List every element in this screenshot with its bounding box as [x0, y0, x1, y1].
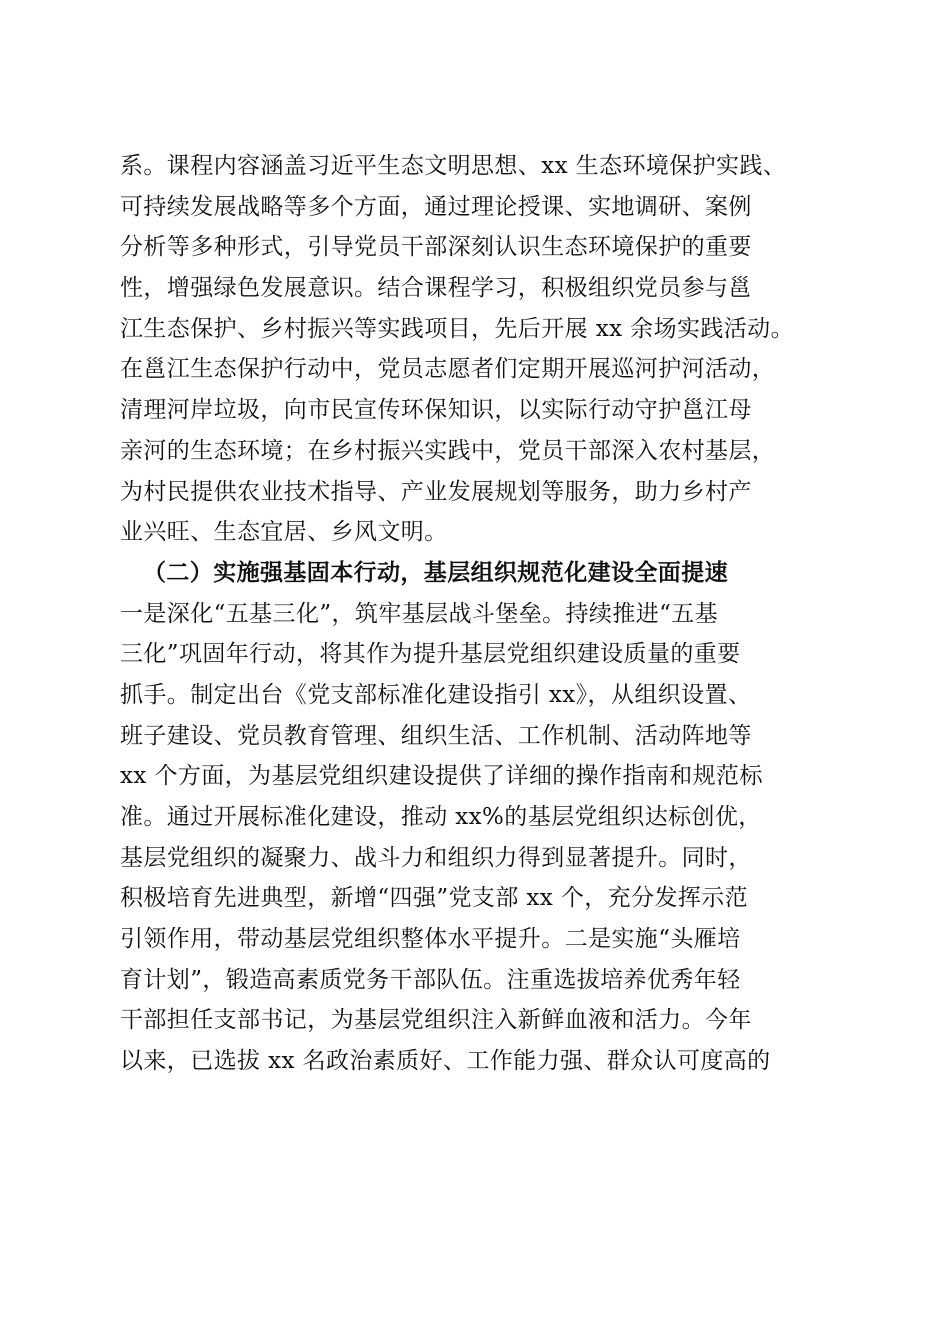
text-line: 以来，已选拔 xx 名政治素质好、工作能力强、群众认可度高的	[120, 1048, 771, 1075]
text-line: 引领作用，带动基层党组织整体水平提升。二是实施“头雁培	[120, 926, 741, 953]
text-line: 为村民提供农业技术指导、产业发展规划等服务，助力乡村产	[120, 478, 752, 505]
text-line: 一是深化“五基三化”，筑牢基层战斗堡垒。持续推进“五基	[120, 600, 719, 627]
section-heading: （二）实施强基固本行动，基层组织规范化建设全面提速	[143, 558, 728, 586]
text-line: 在邕江生态保护行动中，党员志愿者们定期开展巡河护河活动，	[120, 356, 776, 383]
text-line: 分析等多种形式，引导党员干部深刻认识生态环境保护的重要	[120, 234, 752, 261]
text-line: 亲河的生态环境；在乡村振兴实践中，党员干部深入农村基层，	[120, 437, 776, 464]
text-line: 清理河岸垃圾，向市民宣传环保知识，以实际行动守护邕江母	[120, 397, 752, 424]
text-line: 班子建设、党员教育管理、组织生活、工作机制、活动阵地等	[120, 722, 752, 749]
text-line: xx 个方面，为基层党组织建设提供了详细的操作指南和规范标	[120, 763, 763, 790]
text-line: 业兴旺、生态宜居、乡风文明。	[120, 519, 448, 546]
text-line: 可持续发展战略等多个方面，通过理论授课、实地调研、案例	[120, 193, 752, 220]
text-line: 抓手。制定出台《党支部标准化建设指引 xx》，从组织设置、	[120, 681, 752, 708]
document-body	[120, 146, 840, 1082]
text-line: 干部担任支部书记，为基层党组织注入新鲜血液和活力。今年	[120, 1007, 752, 1034]
text-line: 育计划”，锻造高素质党务干部队伍。注重选拔培养优秀年轻	[120, 966, 741, 993]
text-line: 性，增强绿色发展意识。结合课程学习，积极组织党员参与邕	[120, 275, 752, 302]
text-line: 基层党组织的凝聚力、战斗力和组织力得到显著提升。同时，	[120, 844, 752, 871]
text-line: 积极培育先进典型，新增“四强”党支部 xx 个，充分发挥示范	[120, 885, 749, 912]
text-line: 准。通过开展标准化建设，推动 xx%的基层党组织达标创优，	[120, 804, 762, 830]
text-line: 江生态保护、乡村振兴等实践项目，先后开展 xx 余场实践活动。	[120, 315, 794, 342]
text-line: 系。课程内容涵盖习近平生态文明思想、xx 生态环境保护实践、	[120, 153, 787, 179]
text-line: 三化”巩固年行动，将其作为提升基层党组织建设质量的重要	[120, 641, 741, 668]
